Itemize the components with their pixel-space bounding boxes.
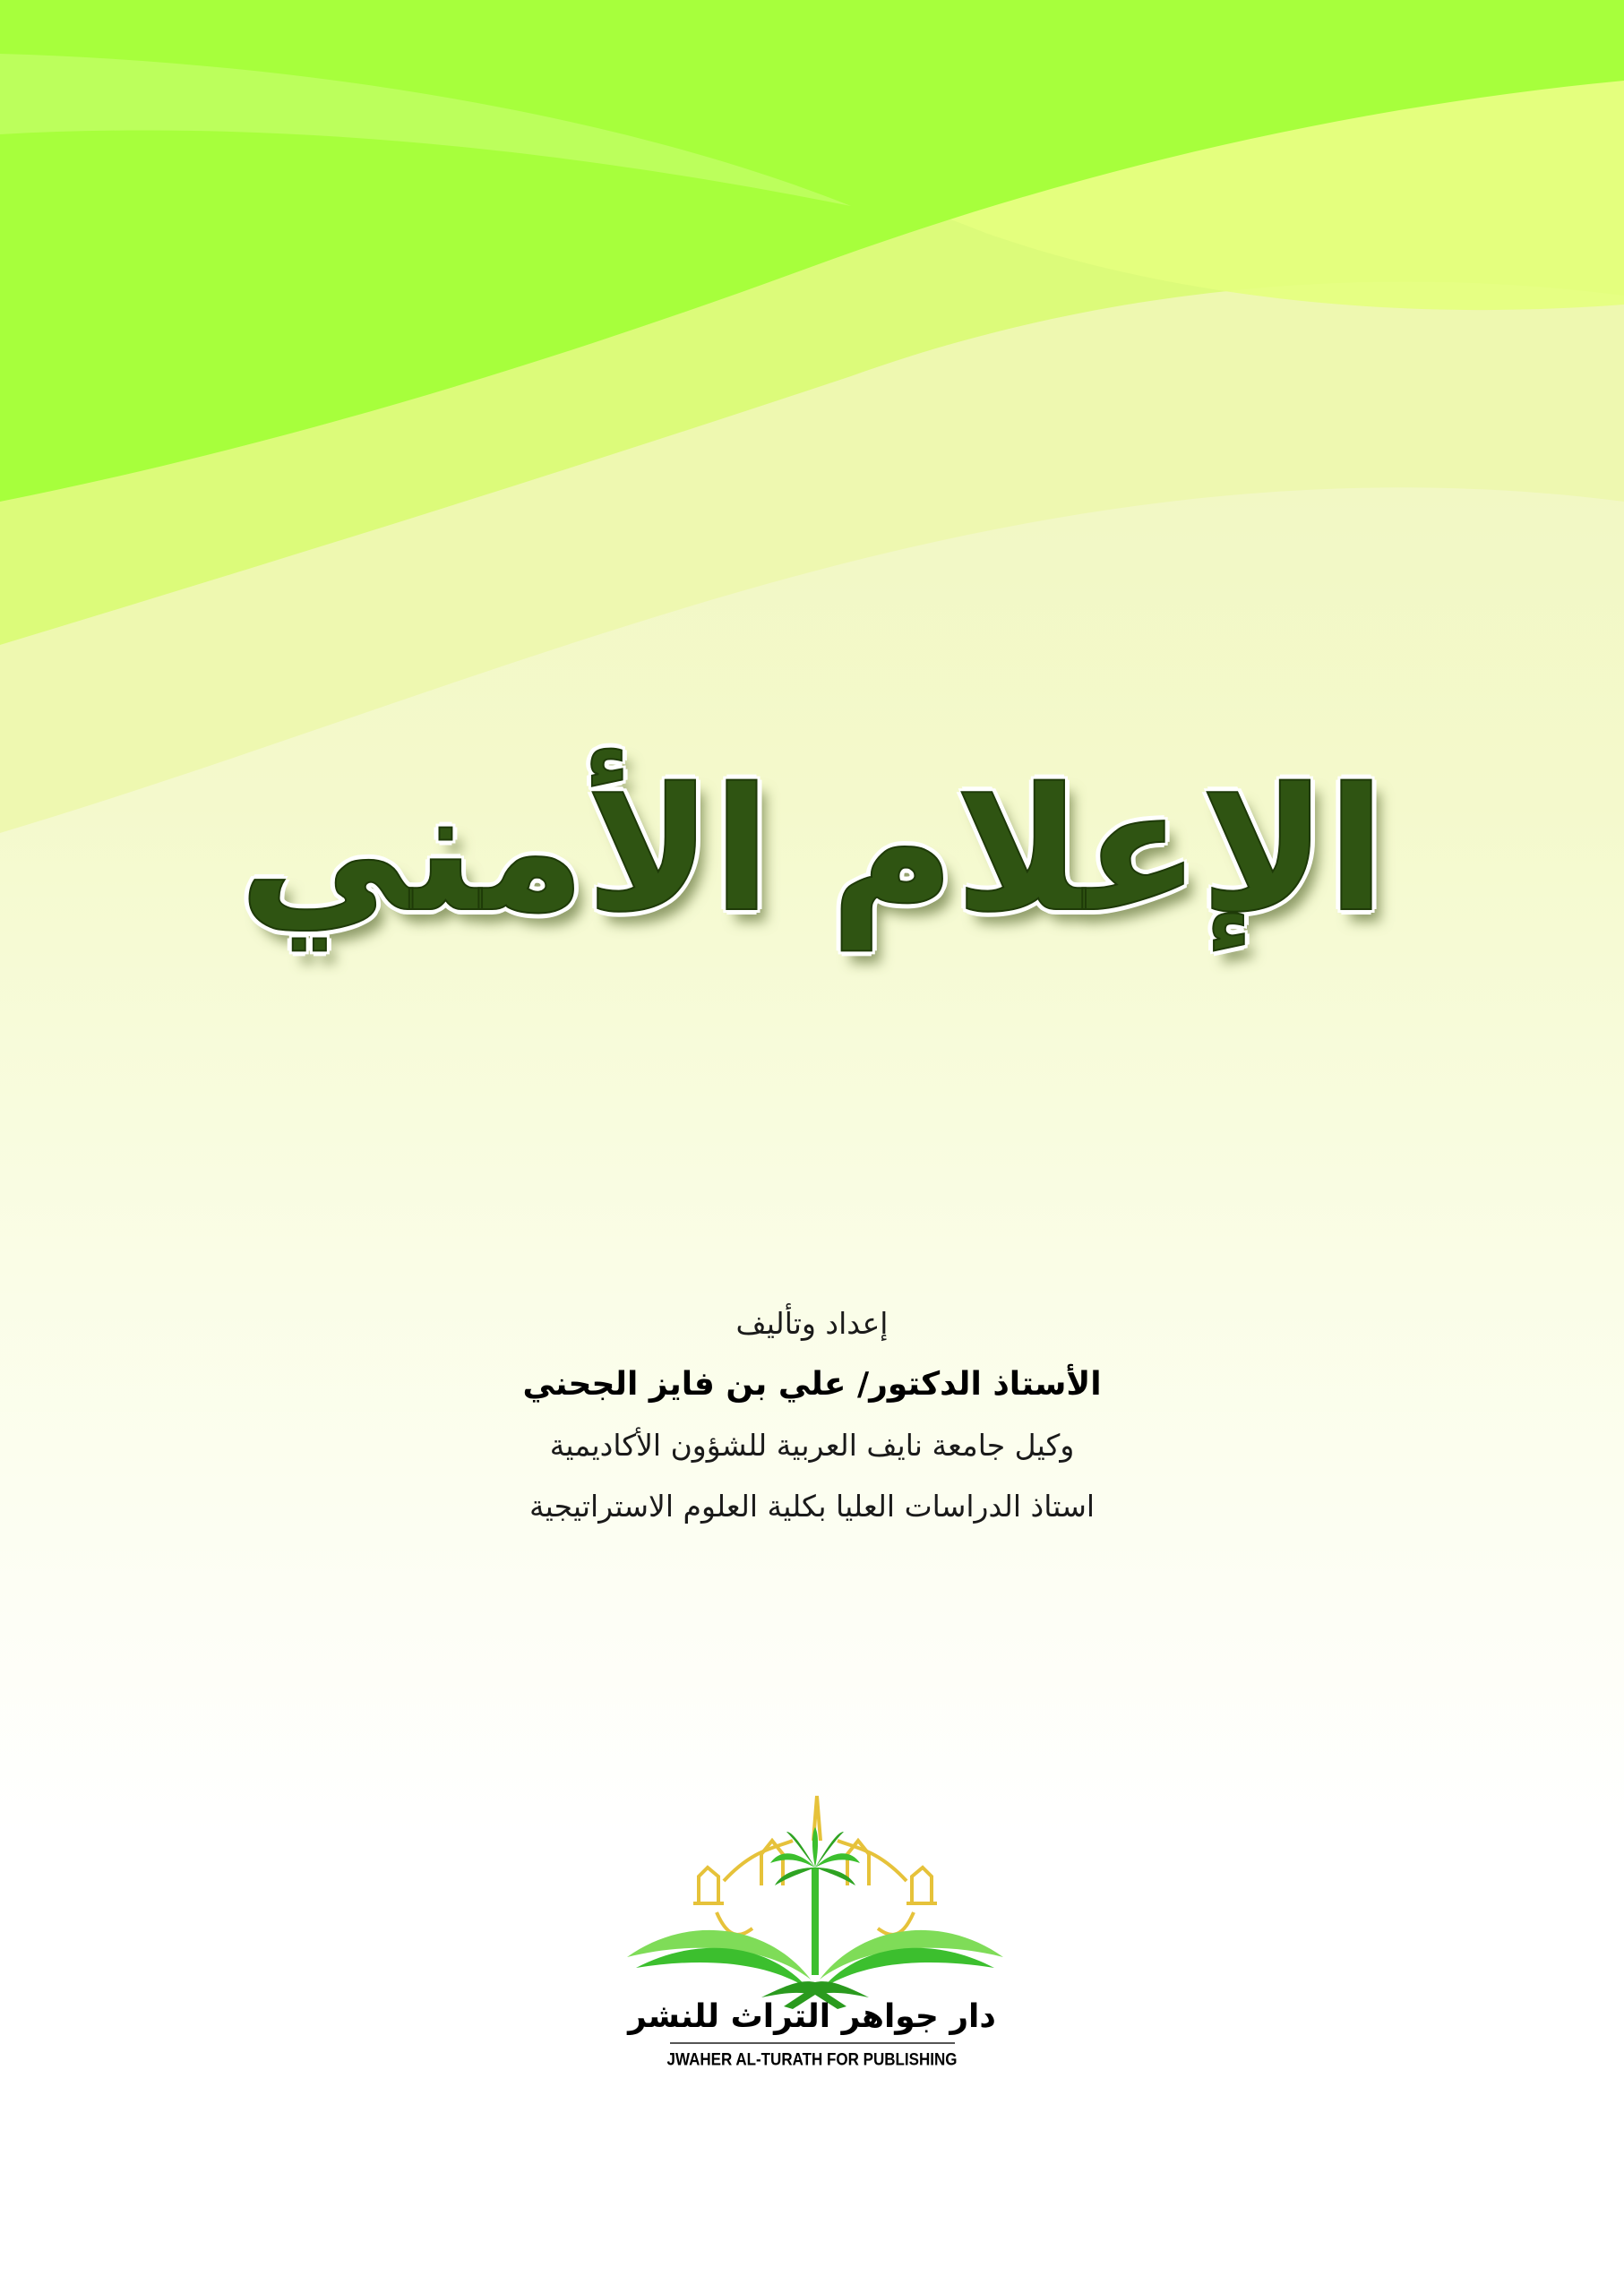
palm-tree [770, 1827, 860, 1975]
publisher-name-arabic: دار جواهر التراث للنشر [628, 1998, 996, 2035]
book-title: الإعلام الأمني [238, 751, 1386, 949]
author-role-1: وكيل جامعة نايف العربية للشؤون الأكاديمية [549, 1428, 1075, 1463]
publisher-divider [670, 2042, 955, 2044]
publisher-name-english: JWAHER AL-TURATH FOR PUBLISHING [666, 2049, 958, 2070]
author-block [0, 1303, 1624, 1547]
author-role-2: استاذ الدراسات العليا بكلية العلوم الاستراتيجية [528, 1489, 1096, 1524]
author-name: الأستاذ الدكتور/ علي بن فايز الجحني [522, 1366, 1102, 1403]
author-intro: إعداد وتأليف [735, 1306, 889, 1341]
